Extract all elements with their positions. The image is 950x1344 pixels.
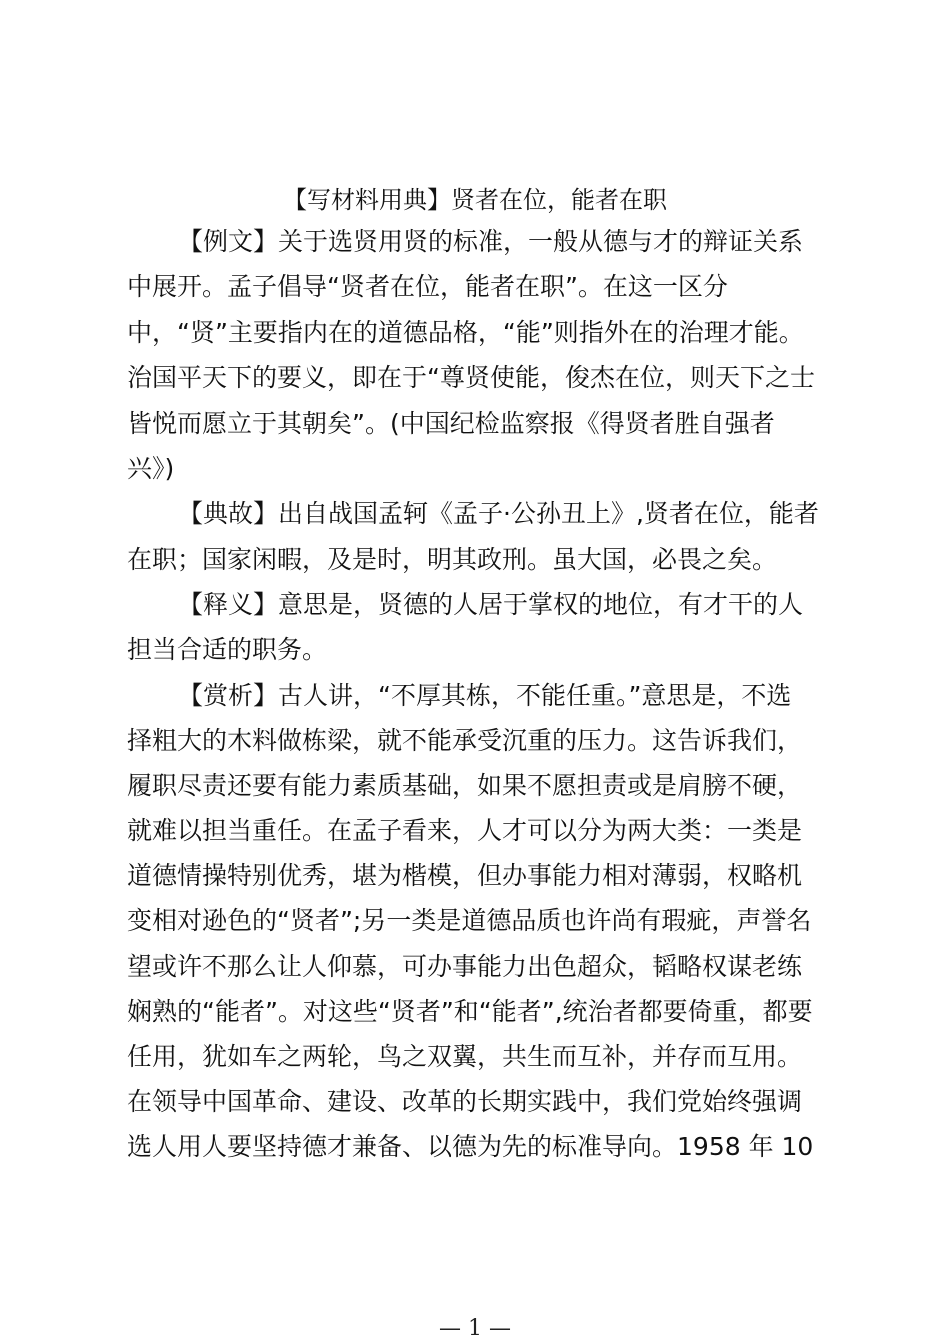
text-line-allusion-1: 【典故】出自战国孟轲《孟子·公孙丑上》,贤者在位，能者 bbox=[178, 499, 819, 528]
text-line-analysis-4: 就难以担当重任。在孟子看来，人才可以分为两大类：一类是 bbox=[127, 816, 803, 845]
text-line-example-2: 中展开。孟子倡导“贤者在位，能者在职”。在这一区分 bbox=[127, 272, 728, 301]
text-line-analysis-11: 选人用人要坚持德才兼备、以德为先的标准导向。1958 年 10 bbox=[127, 1132, 814, 1161]
text-line-analysis-8: 娴熟的“能者”。对这些“贤者”和“能者”,统治者都要倚重，都要 bbox=[127, 997, 813, 1026]
text-line-example-4: 治国平天下的要义，即在于“尊贤使能，俊杰在位，则天下之士 bbox=[127, 363, 815, 392]
document-title: 【写材料用典】贤者在位，能者在职 bbox=[283, 186, 667, 214]
text-line-example-5: 皆悦而愿立于其朝矣”。(中国纪检监察报《得贤者胜自强者 bbox=[127, 409, 775, 438]
text-line-meaning-1: 【释义】意思是，贤德的人居于掌权的地位，有才干的人 bbox=[178, 590, 804, 619]
text-line-allusion-2: 在职；国家闲暇，及是时，明其政刑。虽大国，必畏之矣。 bbox=[127, 545, 778, 574]
text-line-meaning-2: 担当合适的职务。 bbox=[127, 635, 328, 664]
text-line-analysis-9: 任用，犹如车之两轮，鸟之双翼，共生而互补，并存而互用。 bbox=[127, 1042, 803, 1071]
text-line-analysis-3: 履职尽责还要有能力素质基础，如果不愿担责或是肩膀不硬， bbox=[127, 771, 803, 800]
text-line-analysis-6: 变相对逊色的“贤者”;另一类是道德品质也许尚有瑕疵，声誉名 bbox=[127, 906, 812, 935]
text-line-analysis-2: 择粗大的木料做栋梁，就不能承受沉重的压力。这告诉我们， bbox=[127, 726, 803, 755]
text-line-analysis-10: 在领导中国革命、建设、改革的长期实践中，我们党始终强调 bbox=[127, 1087, 803, 1116]
text-line-analysis-7: 望或许不那么让人仰慕，可办事能力出色超众，韬略权谋老练 bbox=[127, 952, 803, 981]
text-line-example-3: 中，“贤”主要指内在的道德品格，“能”则指外在的治理才能。 bbox=[127, 318, 804, 347]
page-number: — 1 — bbox=[439, 1316, 511, 1341]
text-line-example-1: 【例文】关于选贤用贤的标准，一般从德与才的辩证关系 bbox=[178, 227, 804, 256]
text-line-analysis-1: 【赏析】古人讲，“不厚其栋，不能任重。”意思是，不选 bbox=[178, 681, 792, 710]
text-line-analysis-5: 道德情操特别优秀，堪为楷模，但办事能力相对薄弱，权略机 bbox=[127, 861, 803, 890]
text-line-example-6: 兴》) bbox=[127, 454, 175, 483]
